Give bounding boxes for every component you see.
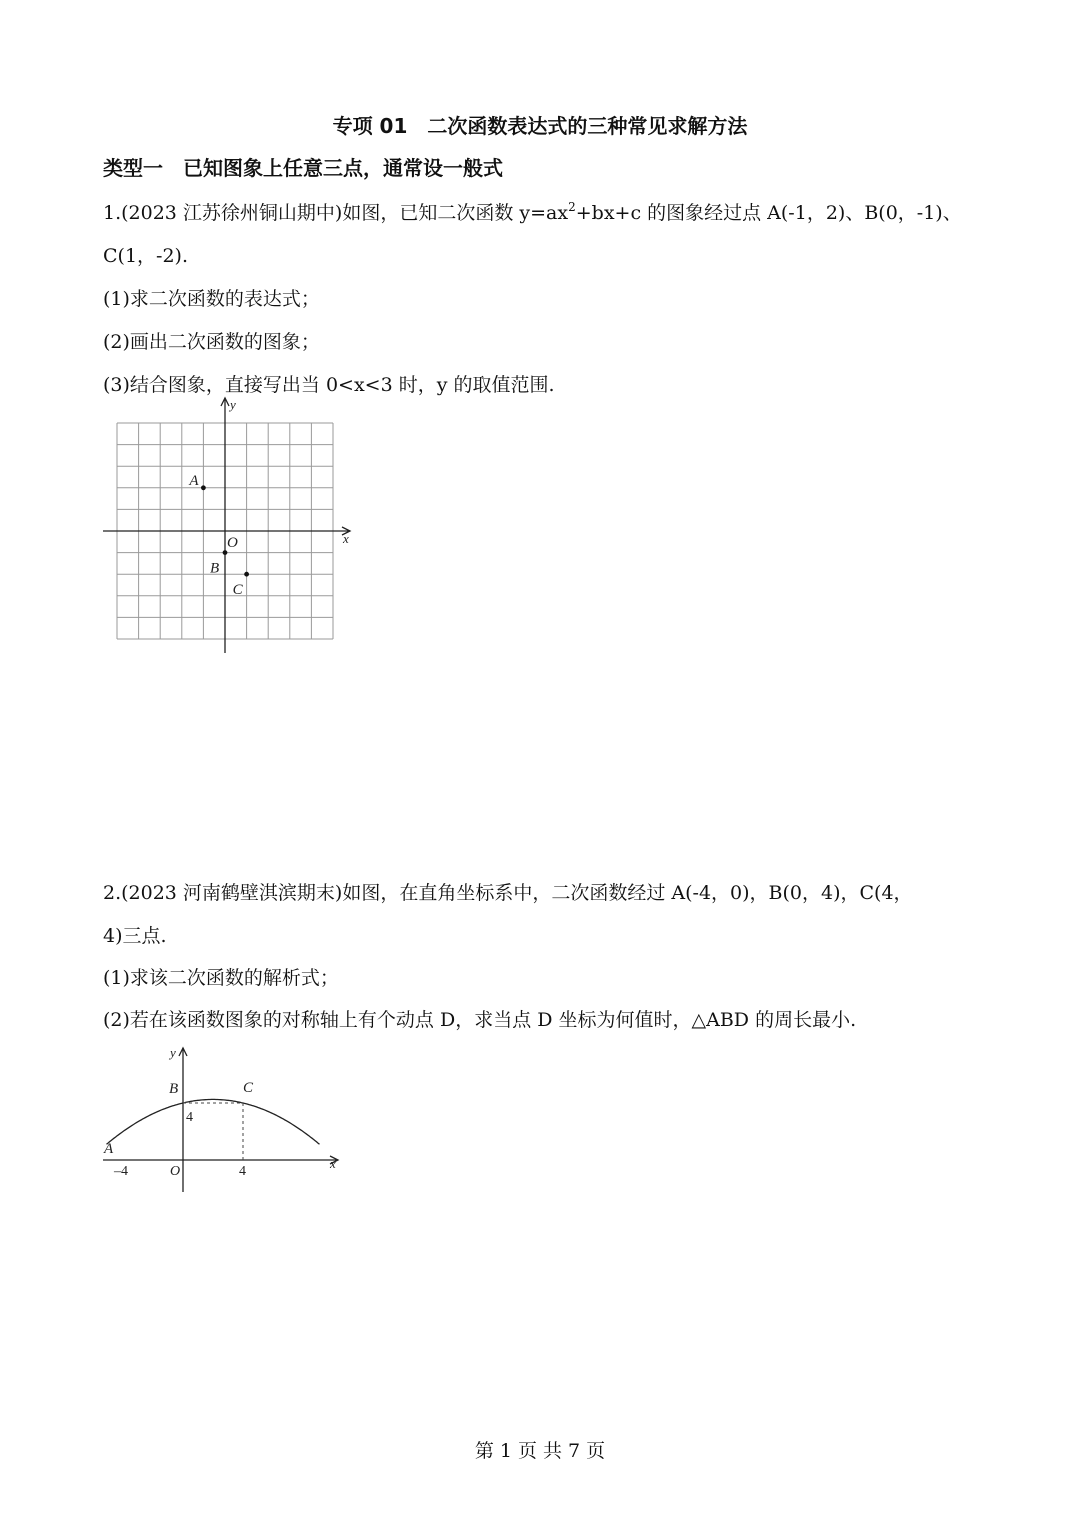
axes	[103, 398, 350, 653]
x-tick-neg4: –4	[114, 1164, 128, 1179]
y-axis-label: y	[230, 397, 236, 412]
origin-label: O	[227, 535, 238, 551]
point-b	[223, 550, 228, 555]
problem2-parabola-figure	[100, 1042, 350, 1197]
point-b-label: B	[210, 560, 220, 577]
problem1-line1-a: 1.(2023 江苏徐州铜山期中)如图，已知二次函数 y=ax	[103, 202, 569, 224]
problem1-line2: C(1，-2).	[103, 245, 188, 267]
problem2-question1: (1)求该二次函数的解析式；	[103, 967, 339, 989]
problem2-line1: 2.(2023 河南鹤壁淇滨期末)如图，在直角坐标系中，二次函数经过 A(-4，0)，B(0，4)，C(4，	[103, 882, 913, 904]
problem2-question2: (2)若在该函数图象的对称轴上有个动点 D，求当点 D 坐标为何值时，△ABD 的周长最小.	[103, 1009, 857, 1031]
point-a-label: A	[104, 1141, 114, 1157]
x-axis-label: x	[330, 1156, 336, 1171]
point-a-label: A	[189, 472, 199, 489]
y-axis-label: y	[170, 1045, 176, 1060]
parabola-curve	[107, 1099, 320, 1144]
problem1-question1: (1)求二次函数的表达式；	[103, 288, 320, 310]
problem2-line2: 4)三点.	[103, 925, 167, 947]
page-footer: 第 1 页 共 7 页	[474, 1440, 606, 1462]
problem1-question2: (2)画出二次函数的图象；	[103, 331, 320, 353]
problem1-grid-figure	[100, 395, 360, 660]
problem1-question3: (3)结合图象，直接写出当 0<x<3 时，y 的取值范围.	[103, 374, 555, 396]
y-tick-4: 4	[186, 1110, 193, 1125]
page-title: 专项 01 二次函数表达式的三种常见求解方法	[332, 114, 748, 138]
problem1-line1-b: +bx+c 的图象经过点 A(-1，2)、B(0，-1)、	[575, 202, 962, 224]
point-c-label: C	[243, 1080, 254, 1096]
x-axis-label: x	[343, 531, 349, 546]
axes	[103, 1048, 338, 1192]
point-c-label: C	[232, 582, 243, 599]
x-tick-4: 4	[239, 1164, 246, 1179]
section-heading-type1: 类型一 已知图象上任意三点，通常设一般式	[103, 156, 503, 180]
point-a	[201, 485, 206, 490]
point-b-label: B	[169, 1081, 179, 1097]
point-c	[244, 572, 249, 577]
origin-label: O	[170, 1164, 181, 1179]
problem1-exponent: 2	[568, 200, 576, 214]
problem1-line1	[103, 198, 962, 225]
